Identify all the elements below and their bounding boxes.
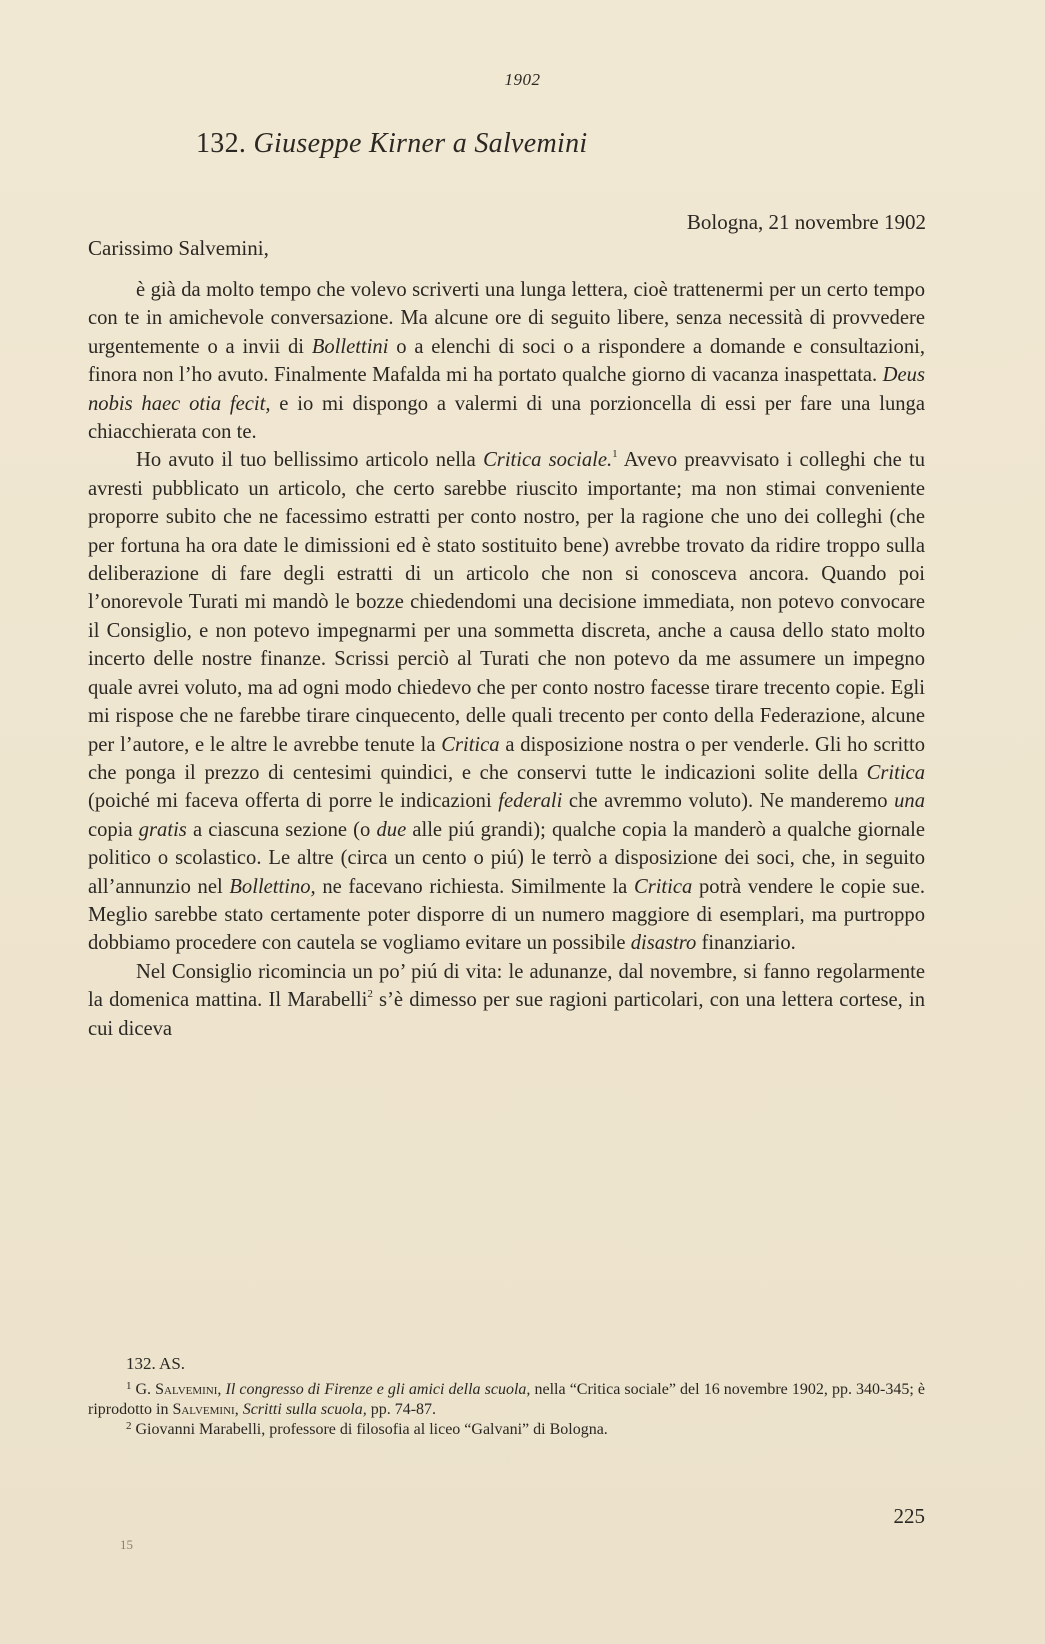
text-run: s’è dimesso per sue ragioni particolari, con una lettera cortese, in cui diceva [88, 989, 925, 1040]
text-run: finanziario. [696, 932, 796, 955]
text-run: Nel Consiglio ricomincia un po’ piú di vita: le adunanze, dal novembre, si fanno regolarmente la domenica mattina. Il Marabelli [88, 960, 925, 1012]
italic-run: una [894, 790, 925, 813]
footnotes [88, 1354, 925, 1440]
footnote-2 [88, 1420, 925, 1440]
letter-body [88, 276, 925, 1043]
text-run: copia [88, 818, 139, 841]
footnote-ref-2[interactable]: 2 [367, 988, 373, 1001]
salutation: Carissimo Salvemini, [88, 236, 269, 260]
italic-run: Bollettino, [229, 875, 316, 898]
text-run: (poiché mi faceva offerta di porre le indicazioni [88, 790, 499, 813]
footnote-title: Il congresso di Firenze e gli amici della scuola, [225, 1381, 531, 1398]
footnote-marker: 1 [126, 1380, 132, 1392]
text-run: Avevo preavvisato i colleghi che tu avresti pubblicato un articolo, che certo sarebbe riuscito importante; ma non stimai conveniente proporre subito che ne facessimo estratti per conto nostro, per la ragione che uno dei colleghi (che per fortuna ha ora date le dimissioni ed è stato sostituito bene) avrebbe trovato da ridire troppo sulla deliberazione di fare degli estratti di un articolo che non si conosceva ancora. Quando poi l’onorevole Turati mi mandò le bozze chiedendomi una decisione immediata, non potevo convocare il Consiglio, e non potevo impegnarmi per una sommetta discreta, anche a causa dello stato molto incerto delle nostre finanze. Scrissi perciò al Turati che non potevo da me assumere un impegno quale avrei voluto, ma ad ogni modo chiedevo che per conto nostro facesse tirare trecento copie. Egli mi rispose che ne farebbe tirare cinquecento, delle quali trecento per conto della Federazione, alcune per l’autore, e le altre le avrebbe tenute la [88, 449, 925, 756]
running-head: 1902 [504, 70, 541, 89]
italic-run: Critica [633, 875, 693, 898]
letter-title-text: Giuseppe Kirner a Salvemini [253, 128, 588, 159]
italic-run: Deus nobis haec otia fecit, [88, 364, 925, 415]
paragraph-1 [88, 276, 925, 446]
place-date: Bologna, 21 novembre 1902 [686, 210, 926, 234]
footnote-title: Scritti sulla scuola, [242, 1401, 367, 1418]
text-run: o a elenchi di soci o a rispondere a domande e consultazioni, finora non l’ho avuto. Finalmente Mafalda mi ha portato qualche giorno di vacanza inaspettata. [88, 335, 925, 387]
italic-run: disastro [630, 932, 697, 955]
italic-run: gratis [138, 818, 187, 841]
text-run: Ho avuto il tuo bellissimo articolo nella [136, 449, 484, 472]
text-run: e io mi dispongo a valermi di una porzioncella di essi per fare una lunga chiacchierata con te. [88, 392, 925, 444]
footnote-text: nella “Critica sociale” del 16 novembre 1902, pp. 340-345; è riprodotto in [88, 1381, 926, 1418]
paragraph-3 [88, 958, 925, 1043]
page-number: 225 [893, 1504, 925, 1528]
footnote-1 [88, 1380, 925, 1420]
letter-number: 132. [196, 128, 247, 159]
text-run: potrà vendere le copie sue. Meglio sarebbe stato certamente poter disporre di un numero maggiore di esemplari, ma purtroppo dobbiamo procedere con cautela se vogliamo evitare un possibile [88, 875, 925, 955]
italic-run: Critica [866, 761, 925, 784]
text-run: a ciascuna sezione (o [186, 818, 377, 841]
text-run: è già da molto tempo che volevo scriverti una lunga lettera, cioè trattenermi per un certo tempo con te in amichevole conversazione. Ma alcune ore di seguito libere, senza necessità di provvedere urgentemente o a invii di [88, 279, 925, 358]
footnote-text: Giovanni Marabelli, professore di filosofia al liceo “Galvani” di Bologna. [135, 1421, 608, 1438]
text-run: che avremmo voluto). Ne manderemo [562, 790, 895, 813]
footnote-ref-1[interactable]: 1 [612, 448, 618, 461]
letter-title [196, 128, 587, 160]
source-note: 132. AS. [126, 1354, 186, 1373]
footnote-text: pp. 74-87. [366, 1401, 437, 1418]
footnote-author: Salvemini, [172, 1401, 239, 1418]
signature-mark: 15 [120, 1537, 133, 1552]
italic-run: due [376, 818, 407, 841]
text-run: a disposizione nostra o per venderle. Gli ho scritto che ponga il prezzo di centesimi quindici, e che conservi tutte le indicazioni solite della [88, 733, 925, 784]
text-run: alle piú grandi); qualche copia la manderò a qualche giornale politico o scolastico. Le altre (circa un cento o piú) le terrò a disposizione dei soci, che, in seguito all’annunzio nel [88, 818, 926, 898]
paragraph-2 [88, 446, 925, 957]
italic-run: Bollettini [311, 335, 389, 358]
footnote-author: G. Salvemini, [135, 1381, 222, 1398]
text-run: ne facevano richiesta. Similmente la [315, 875, 634, 898]
italic-run: Critica sociale. [483, 449, 613, 472]
italic-run: Critica [441, 733, 500, 756]
footnote-marker: 2 [126, 1420, 132, 1432]
italic-run: federali [498, 790, 563, 813]
